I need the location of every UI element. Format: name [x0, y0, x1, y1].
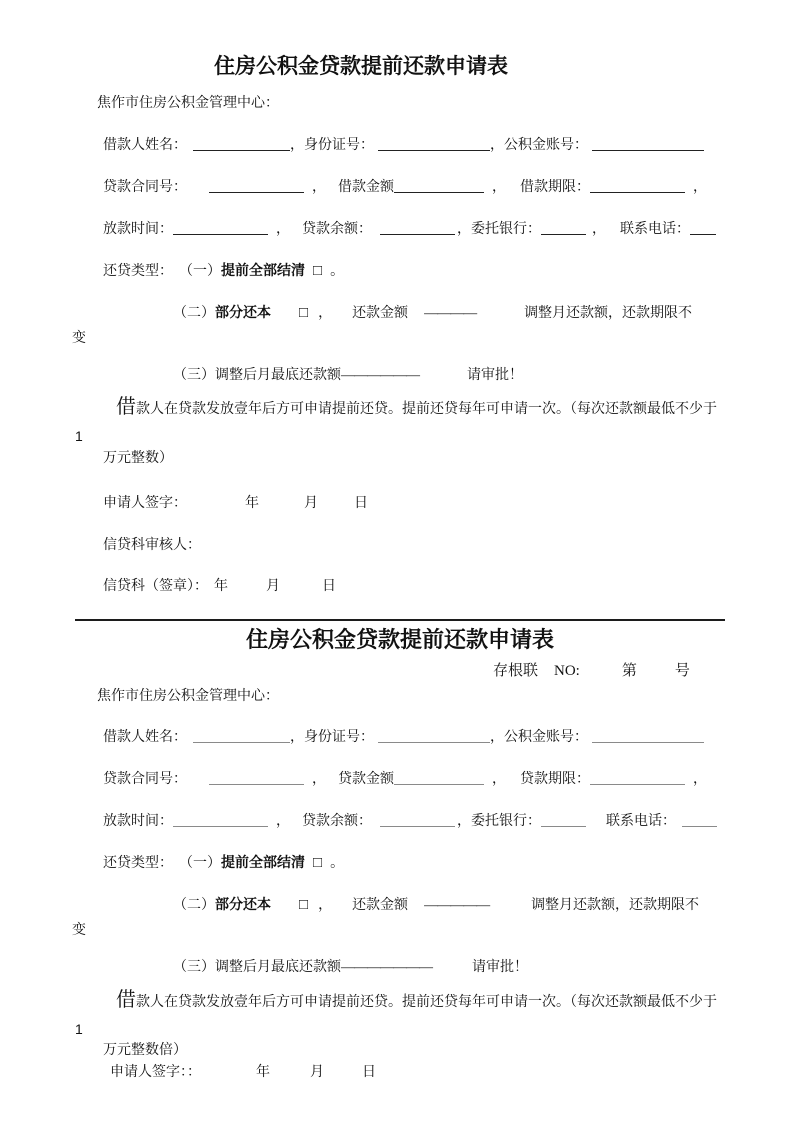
applicant-sign-label: 申请人签字：：: [110, 1065, 201, 1080]
blank-fund-account: [592, 730, 704, 743]
form1-reviewer-row: 信贷科审核人：: [103, 538, 201, 553]
comma: ，: [492, 772, 506, 787]
stub-di-label: 第: [621, 663, 637, 679]
approve-label: 请审批！: [467, 368, 523, 383]
form1-option2-row: [173, 304, 692, 323]
option2-prefix: （二）: [173, 898, 215, 913]
comma: ，: [318, 306, 333, 321]
blank-contract-no: [209, 180, 304, 193]
comma: ，: [592, 222, 606, 237]
approve-label: 请审批！: [472, 960, 528, 975]
comma: ，: [276, 222, 290, 237]
comma: ，: [312, 180, 326, 195]
blank-loan-balance: [380, 814, 455, 827]
id-number-label: ，身份证号：: [290, 138, 374, 153]
borrower-name-label: 借款人姓名：: [103, 138, 187, 153]
stub-copy-label: 存根联: [493, 663, 539, 679]
note-dropcap: 借: [116, 989, 136, 1011]
entrusted-bank-label: ，委托银行：: [457, 222, 541, 237]
form1-note-number: 1: [75, 428, 83, 444]
dash-line: ——————: [341, 368, 419, 383]
form2-wrap-char: 变: [72, 923, 86, 938]
blank-phone: [682, 814, 717, 827]
blank-id-number: [378, 138, 490, 151]
form2-option2-row: [173, 896, 699, 915]
comma: ，: [492, 180, 506, 195]
option1-prefix: （一）: [179, 264, 221, 279]
blank-entrusted-bank: [541, 222, 586, 235]
option2-partial-label: 部分还本: [215, 306, 271, 321]
note-text: 款人在贷款发放壹年后方可申请提前还贷。提前还贷每年可申请一次。（每次还款额最低不少于: [136, 995, 717, 1010]
day-label: 日: [322, 579, 336, 594]
comma: ，: [312, 772, 326, 787]
fund-account-label: ，公积金账号：: [490, 730, 588, 745]
checkbox-partial-repay: □: [299, 897, 309, 913]
option1-prefix: （一）: [179, 856, 221, 871]
form1-issue-row: [103, 221, 716, 239]
option2-tail: 调整月还款额，还款期限不: [531, 898, 700, 913]
year-label: 年: [245, 496, 259, 511]
comma: ，: [693, 772, 707, 787]
loan-amount-label: 贷款金额: [338, 772, 394, 787]
form-divider-line: [75, 619, 725, 621]
blank-borrower-name: [193, 138, 290, 151]
form2-sign-row: [110, 1064, 376, 1082]
issue-date-label: 放款时间：: [103, 814, 173, 829]
contract-no-label: 贷款合同号：: [103, 180, 187, 195]
option1-full-settle-label: 提前全部结清: [221, 264, 305, 279]
form2-stub-row: [493, 662, 690, 681]
blank-fund-account: [592, 138, 704, 151]
id-number-label: ，身份证号：: [290, 730, 374, 745]
blank-loan-amount: [394, 180, 484, 193]
repay-amount-label: 还款金额: [352, 898, 409, 913]
day-label: 日: [354, 496, 368, 511]
month-label: 月: [304, 496, 318, 511]
dash-line: ————: [424, 306, 477, 321]
form1-option3-row: [173, 367, 523, 385]
form2-note-tail: 万元整数倍）: [103, 1043, 187, 1058]
entrusted-bank-label: ，委托银行：: [457, 814, 541, 829]
form2-borrower-row: [103, 729, 704, 747]
loan-term-label: 贷款期限：: [520, 772, 590, 787]
blank-contract-no: [209, 772, 304, 785]
repay-amount-label: 还款金额: [352, 306, 409, 321]
day-label: 日: [362, 1065, 376, 1080]
form1-salutation: 焦作市住房公积金管理中心：: [97, 96, 279, 111]
option1-full-settle-label: 提前全部结清: [221, 856, 305, 871]
borrower-name-label: 借款人姓名：: [103, 730, 187, 745]
blank-issue-date: [173, 814, 268, 827]
form1-note: [116, 395, 717, 420]
checkbox-partial-repay: □: [299, 305, 309, 321]
note-text: 款人在贷款发放壹年后方可申请提前还贷。提前还贷每年可申请一次。（每次还款额最低不少于: [136, 402, 717, 417]
form1-wrap-char: 变: [72, 331, 86, 346]
credit-section-seal-label: 信贷科（签章）：: [103, 579, 208, 594]
form2-note: [116, 988, 717, 1013]
note-dropcap: 借: [116, 396, 136, 418]
blank-entrusted-bank: [541, 814, 586, 827]
blank-loan-term: [590, 772, 685, 785]
checkbox-full-settle: □: [313, 855, 323, 871]
applicant-sign-label: 申请人签字：: [103, 496, 187, 511]
blank-issue-date: [173, 222, 268, 235]
blank-loan-balance: [380, 222, 455, 235]
contract-no-label: 贷款合同号：: [103, 772, 187, 787]
loan-amount-label: 借款金额: [338, 180, 394, 195]
repay-type-label: 还贷类型：: [103, 856, 173, 871]
comma: ，: [276, 814, 290, 829]
issue-date-label: 放款时间：: [103, 222, 173, 237]
loan-balance-label: 贷款余额：: [302, 814, 372, 829]
form1-sign-row: [103, 495, 368, 513]
form1-section-row: [103, 578, 336, 596]
year-label: 年: [214, 579, 228, 594]
comma: ，: [693, 180, 707, 195]
option2-tail: 调整月还款额，还款期限不: [524, 306, 693, 321]
blank-id-number: [378, 730, 490, 743]
phone-label: 联系电话：: [620, 222, 690, 237]
loan-balance-label: 贷款余额：: [302, 222, 372, 237]
form1-contract-row: [103, 179, 707, 197]
form1-note-tail: 万元整数）: [103, 451, 173, 466]
fund-account-label: ，公积金账号：: [490, 138, 588, 153]
blank-borrower-name: [193, 730, 290, 743]
option3-label: （三）调整后月最底还款额: [173, 960, 341, 975]
option2-partial-label: 部分还本: [215, 898, 271, 913]
form1-type-row: [103, 262, 344, 281]
phone-label: 联系电话：: [606, 814, 676, 829]
period: 。: [330, 264, 345, 279]
form1-borrower-row: [103, 137, 704, 155]
form2-note-number: 1: [75, 1021, 83, 1037]
form2-option3-row: [173, 959, 528, 977]
form2-salutation: 焦作市住房公积金管理中心：: [97, 689, 279, 704]
loan-term-label: 借款期限：: [520, 180, 590, 195]
blank-loan-amount: [394, 772, 484, 785]
stub-hao-label: 号: [674, 663, 690, 679]
stub-no-label: NO:: [554, 663, 580, 679]
form1-title: 住房公积金贷款提前还款申请表: [214, 55, 508, 78]
comma: ，: [318, 898, 333, 913]
month-label: 月: [266, 579, 280, 594]
dash-line: ———————: [341, 960, 432, 975]
checkbox-full-settle: □: [313, 263, 323, 279]
repay-type-label: 还贷类型：: [103, 264, 173, 279]
form2-type-row: [103, 854, 344, 873]
form2-title: 住房公积金贷款提前还款申请表: [245, 627, 554, 652]
dash-line: —————: [424, 898, 490, 913]
option2-prefix: （二）: [173, 306, 215, 321]
blank-loan-term: [590, 180, 685, 193]
period: 。: [330, 856, 345, 871]
year-label: 年: [256, 1065, 270, 1080]
blank-phone: [690, 222, 716, 235]
option3-label: （三）调整后月最底还款额: [173, 368, 341, 383]
month-label: 月: [310, 1065, 324, 1080]
form2-contract-row: [103, 771, 707, 789]
form2-issue-row: [103, 813, 717, 831]
